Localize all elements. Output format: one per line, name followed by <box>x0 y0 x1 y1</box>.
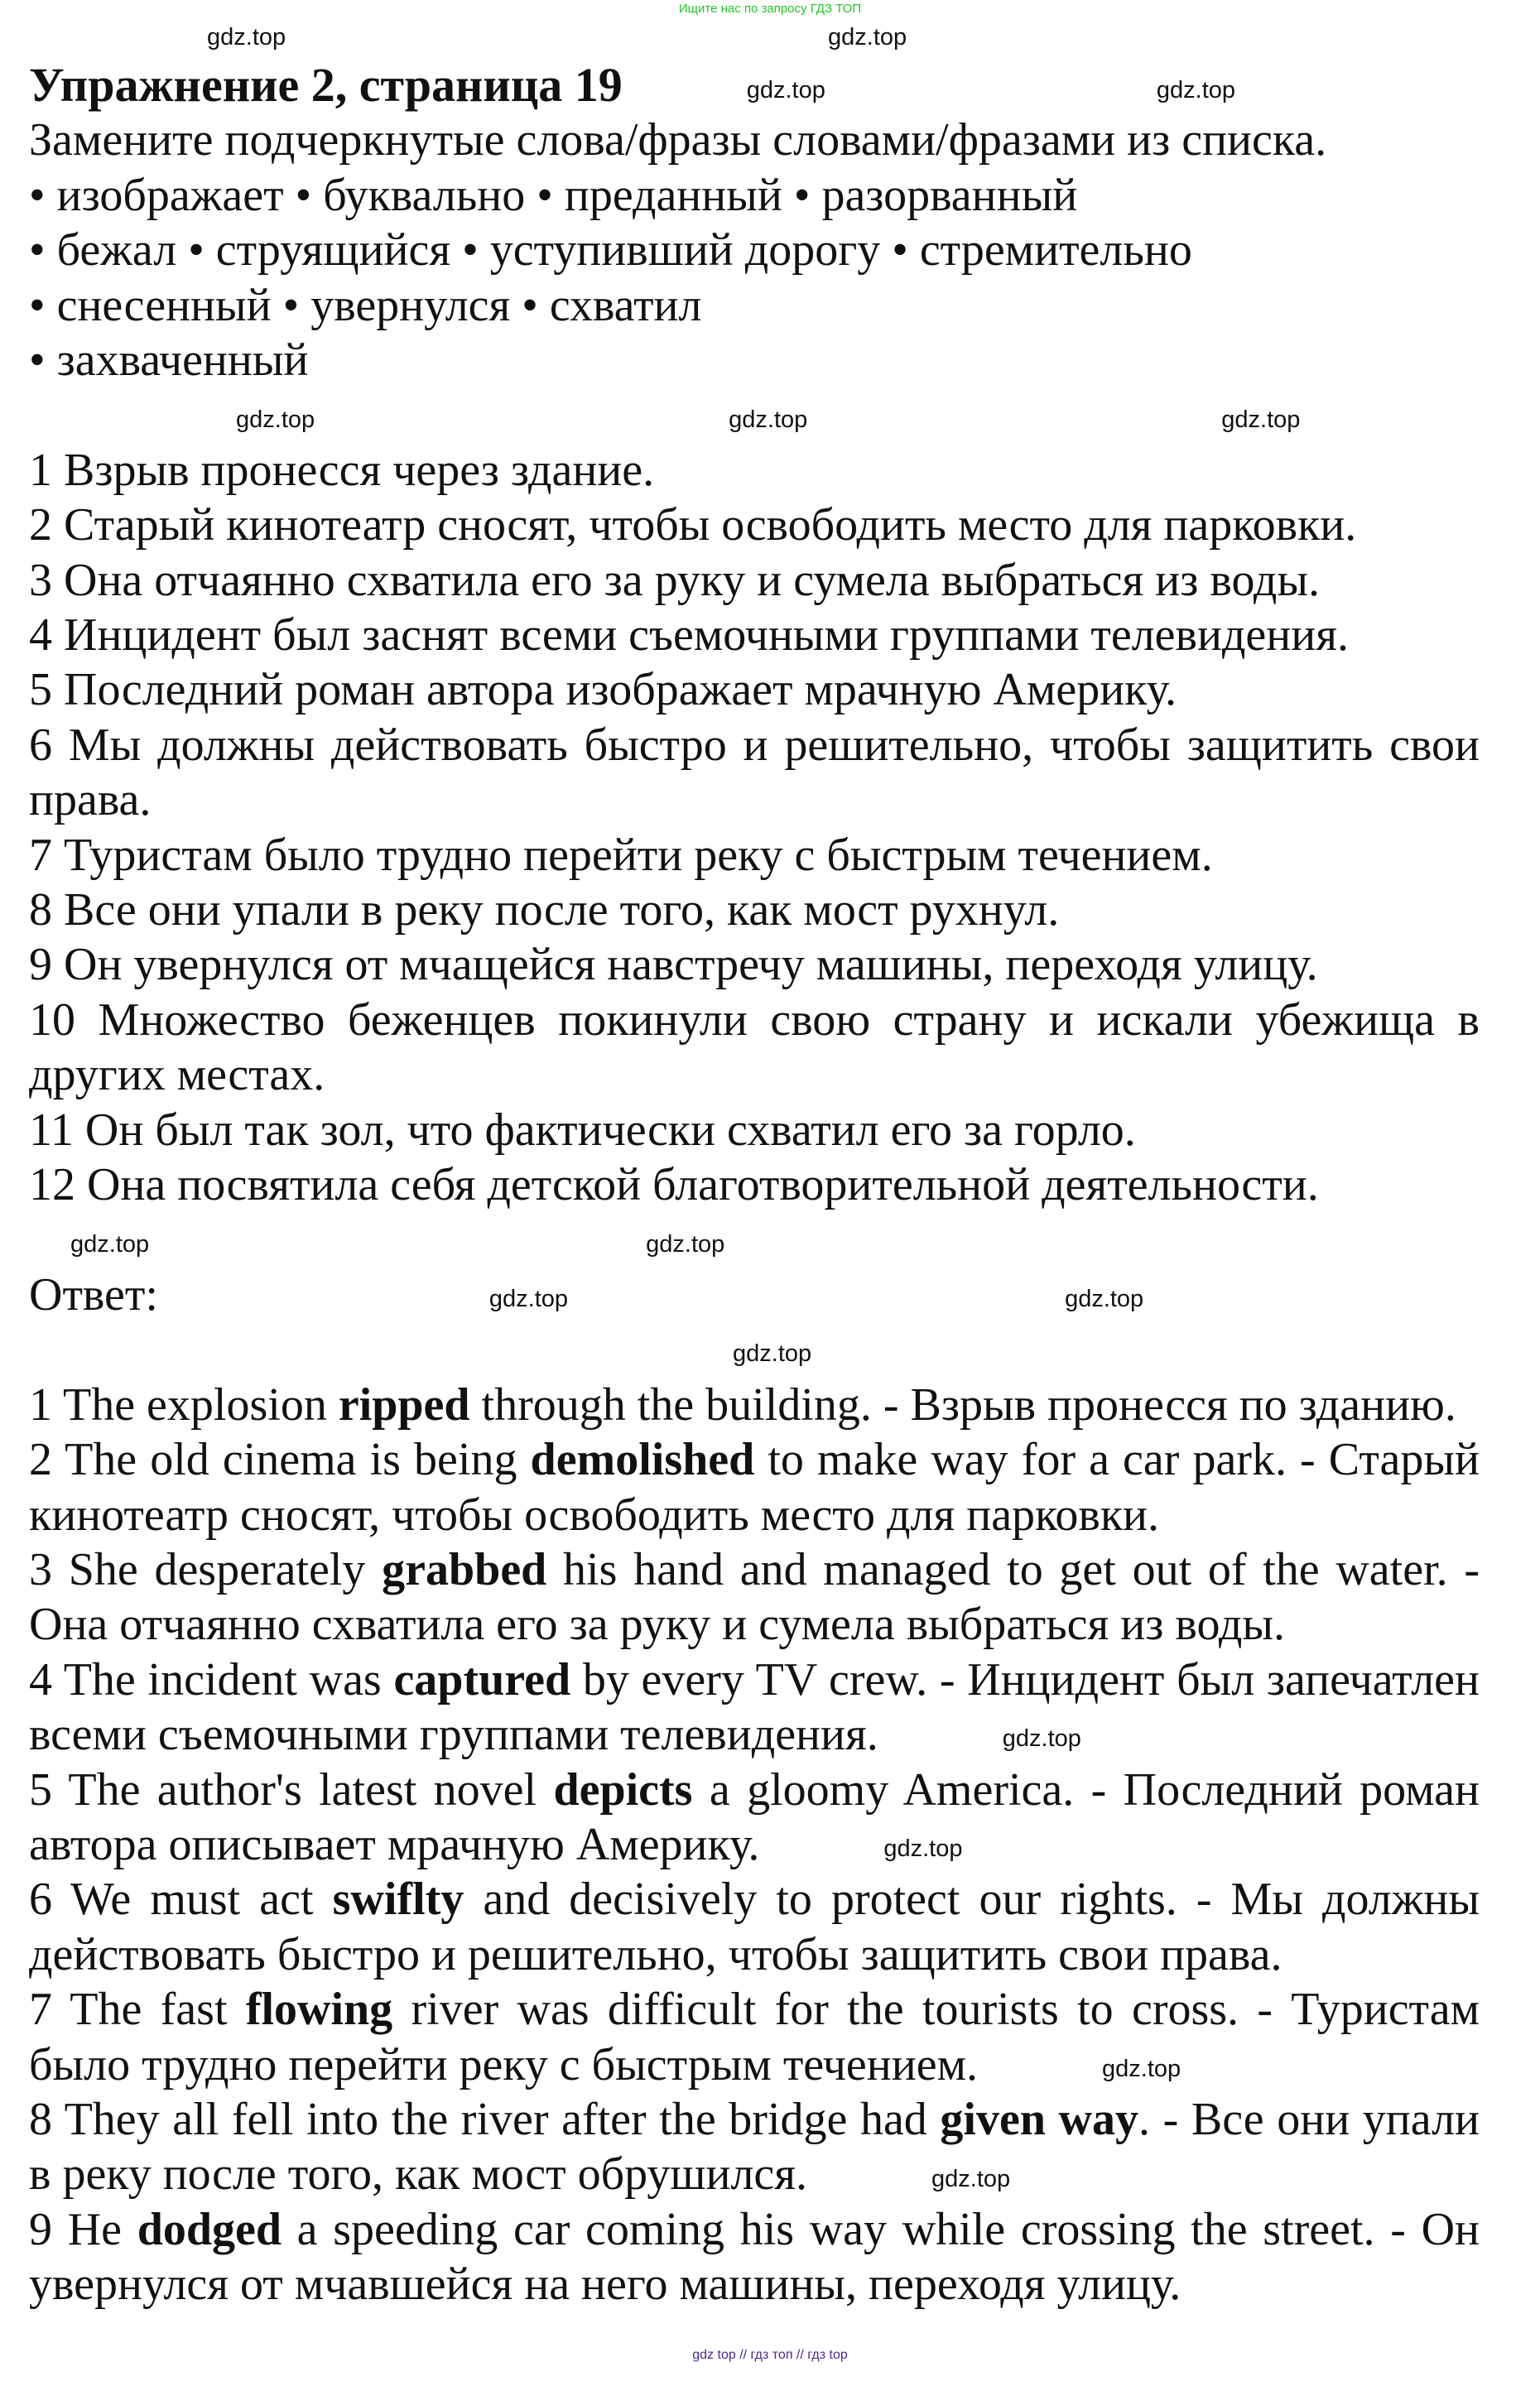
watermark: gdz.top <box>1002 1725 1081 1753</box>
answer-keyword: depicts <box>553 1763 693 1816</box>
word-list-line: • бежал • струящийся • уступивший дорогу • стремительно <box>29 224 1192 277</box>
exercise-list <box>29 443 1480 1213</box>
answer-keyword: swiflty <box>332 1874 464 1926</box>
answer-text: a speeding car coming his way while crossing the street. - Он увернулся от мчавшейся на него машины, переходя улицу. <box>29 2203 1480 2311</box>
answer-text: and decisively to protect our rights. - Мы должны действовать быстро и решительно, чтобы защитить свои права. <box>29 1874 1480 1980</box>
answer-text: 8 They all fell into the river after the bridge had <box>29 2093 941 2145</box>
document-body <box>29 58 1480 2312</box>
exercise-item: 6 Мы должны действовать быстро и решительно, чтобы защитить свои права. <box>29 719 1480 826</box>
answer-keyword: given way <box>940 2093 1139 2145</box>
watermark: gdz.top <box>236 406 315 433</box>
answer-item <box>29 1763 1480 1873</box>
answer-item <box>29 1872 1480 1982</box>
answer-keyword: dodged <box>137 2203 282 2255</box>
watermark: gdz.top <box>70 1230 150 1258</box>
footer-links: gdz top // гдз топ // гдз top <box>692 2348 848 2362</box>
answer-keyword: ripped <box>338 1378 470 1431</box>
answer-text: 4 The incident was <box>29 1653 394 1705</box>
exercise-item: 10 Множество беженцев покинули свою страну и искали убежища в других местах. <box>29 993 1480 1101</box>
answer-text: 2 The old cinema is being <box>29 1434 531 1486</box>
answer-list <box>29 1378 1480 2312</box>
spacer <box>29 1322 1480 1377</box>
word-list <box>29 168 1480 388</box>
answer-item <box>29 1982 1480 2092</box>
watermark: gdz.top <box>488 1286 569 1313</box>
answer-text: to make way for a car park. - Старый кинотеатр сносят, чтобы освободить место для парковки. <box>29 1434 1480 1541</box>
answer-label-text: Ответ: <box>29 1268 158 1321</box>
spacer <box>29 387 1480 442</box>
page-title <box>29 58 1480 113</box>
exercise-item: 11 Он был так зол, что фактически схватил его за горло. <box>29 1104 1136 1156</box>
answer-text: a gloomy America. - Последний роман автора описывает мрачную Америку. <box>29 1763 1480 1870</box>
watermark: gdz.top <box>883 1835 963 1863</box>
watermark: gdz.top <box>931 2165 1011 2192</box>
exercise-item: 4 Инцидент был заснят всеми съемочными группами телевидения. <box>29 609 1349 661</box>
answer-text: 7 The fast <box>29 1984 246 2036</box>
exercise-item: 5 Последний роман автора изображает мрачную Америку. <box>29 664 1177 716</box>
word-list-line: • изображает • буквально • преданный • разорванный <box>29 169 1078 221</box>
word-list-line: • захваченный <box>29 334 309 387</box>
answer-text: 6 We must act <box>29 1874 333 1926</box>
exercise-item: 3 Она отчаянно схватила его за руку и сумела выбраться из воды. <box>29 554 1320 606</box>
answer-item <box>29 1378 1480 1432</box>
watermark: gdz.top <box>1156 76 1236 103</box>
search-banner: Ищите нас по запросу ГДЗ ТОП <box>678 2 862 16</box>
answer-item <box>29 2202 1480 2312</box>
exercise-item: 1 Взрыв пронесся через здание. <box>29 444 655 496</box>
page-title-text: Упражнение 2, страница 19 <box>29 58 623 112</box>
answer-text: 9 He <box>29 2203 137 2255</box>
exercise-item: 8 Все они упали в реку после того, как мост рухнул. <box>29 884 1060 936</box>
answer-item <box>29 1653 1480 1763</box>
answer-text: his hand and managed to get out of the water. - Она отчаянно схватила его за руку и сумела выбраться из воды. <box>29 1543 1480 1651</box>
answer-text: through the building. - Взрыв пронесся по зданию. <box>469 1378 1456 1431</box>
watermark: gdz.top <box>207 24 286 51</box>
answer-keyword: captured <box>393 1653 571 1705</box>
exercise-item: 7 Туристам было трудно перейти реку с быстрым течением. <box>29 829 1213 881</box>
spacer <box>29 1213 1480 1268</box>
answer-keyword: grabbed <box>382 1543 547 1595</box>
answer-keyword: demolished <box>530 1434 755 1486</box>
watermark: gdz.top <box>1221 406 1301 433</box>
answer-keyword: flowing <box>245 1984 393 2036</box>
watermark: gdz.top <box>828 24 907 51</box>
instruction: Замените подчеркнутые слова/фразы словами/фразами из списка. <box>29 114 1327 166</box>
watermark: gdz.top <box>646 1230 725 1258</box>
answer-text: river was difficult for the tourists to cross. - Туристам было трудно перейти реку с быстрым течением. <box>29 1984 1480 2090</box>
answer-text: 5 The author's latest novel <box>29 1763 554 1816</box>
watermark: gdz.top <box>1102 2055 1181 2082</box>
watermark: gdz.top <box>746 76 825 103</box>
answer-text: by every TV crew. - Инцидент был запечатлен всеми съемочными группами телевидения. <box>29 1653 1480 1761</box>
watermark: gdz.top <box>1065 1286 1144 1313</box>
exercise-item: 9 Он увернулся от мчащейся навстречу машины, переходя улицу. <box>29 939 1318 991</box>
answer-item <box>29 1542 1480 1653</box>
watermark: gdz.top <box>733 1340 812 1368</box>
answer-label <box>29 1268 1480 1322</box>
word-list-line: • снесенный • увернулся • схватил <box>29 279 702 331</box>
answer-text: 3 She desperately <box>29 1543 383 1595</box>
watermark: gdz.top <box>729 406 808 433</box>
exercise-item: 2 Старый кинотеатр сносят, чтобы освободить место для парковки. <box>29 499 1357 551</box>
answer-text: . - Все они упали в реку после того, как мост обрушился. <box>29 2093 1480 2201</box>
answer-text: 1 The explosion <box>29 1378 339 1431</box>
answer-item <box>29 1432 1480 1542</box>
answer-item <box>29 2092 1480 2202</box>
exercise-item: 12 Она посвятила себя детской благотворительной деятельности. <box>29 1159 1319 1211</box>
